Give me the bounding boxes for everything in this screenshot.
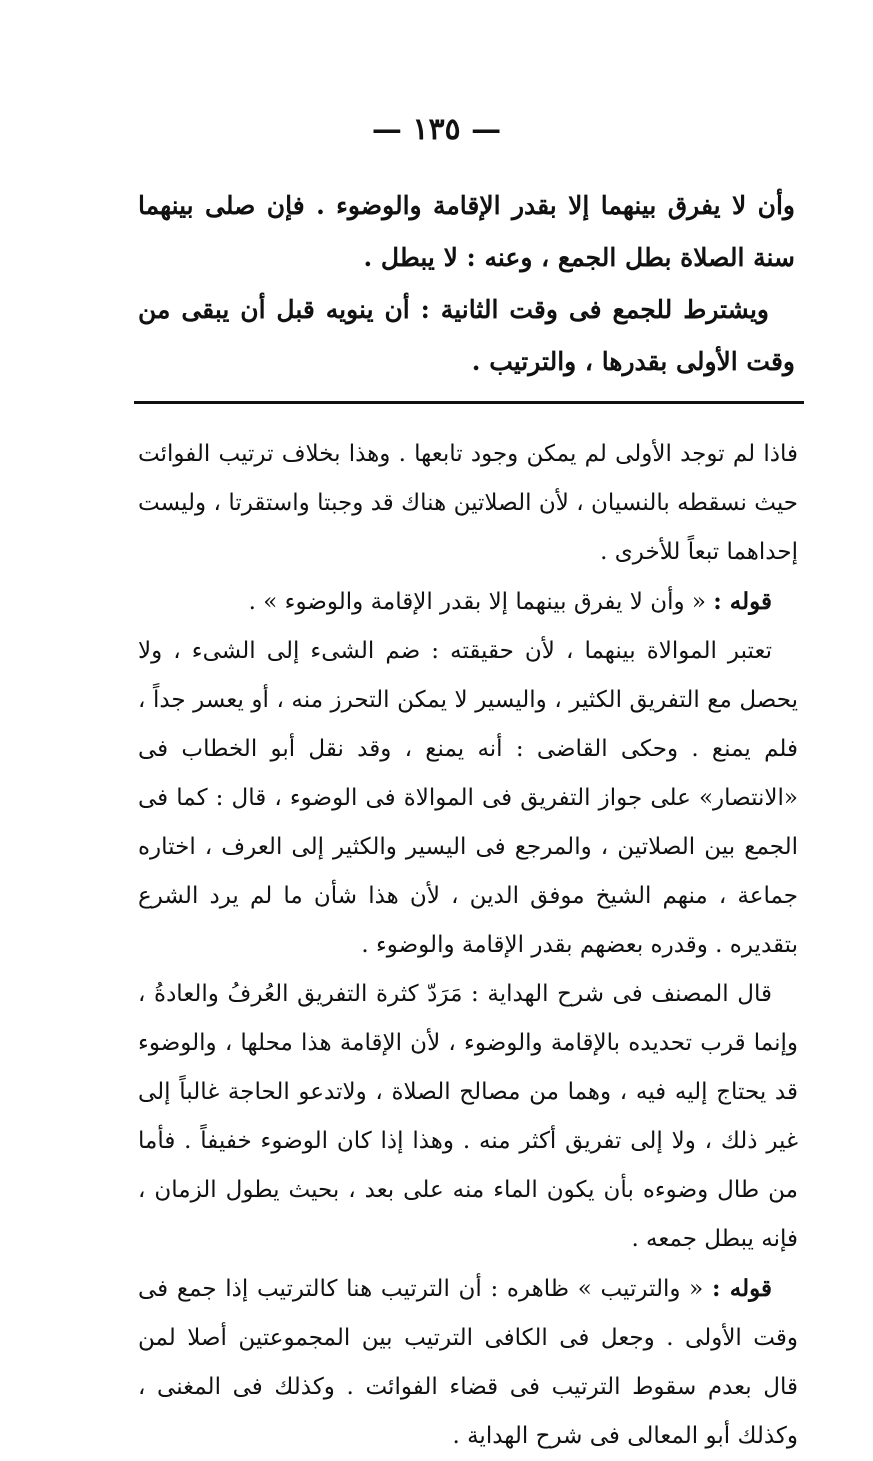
section-divider — [134, 401, 804, 404]
commentary-paragraph: تعتبر الموالاة بينهما ، لأن حقيقته : ضم الشىء إلى الشىء ، ولا يحصل مع التفريق الكثير ، واليسير لا يمكن التحرز منه ، أو يعسر جداً ، فلم يمنع . وحكى القاضى : أنه يمنع ، وقد نقل أبو الخطاب فى «الانتصار» على جواز التفريق فى الموالاة فى الوضوء ، قال : كما فى الجمع بين الصلاتين ، والمرجع فى اليسير والكثير إلى العرف ، اختاره جماعة ، منهم الشيخ موفق الدين ، لأن هذا شأن ما لم يرد الشرع بتقديره . وقدره بعضهم بقدر الإقامة والوضوء . — [138, 638, 798, 958]
main-text-paragraph: ويشترط للجمع فى وقت الثانية : أن ينويه قبل أن يبقى من وقت الأولى بقدرها ، والترتيب . — [138, 295, 795, 376]
main-text — [138, 180, 795, 388]
quote-text: « وأن لا يفرق بينهما إلا بقدر الإقامة والوضوء » . — [248, 589, 706, 615]
commentary — [138, 430, 798, 1461]
quote-text: « والترتيب » ظاهره : أن الترتيب هنا كالترتيب إذا جمع فى وقت الأولى . وجعل فى الكافى الترتيب بين المجموعتين أصلا لمن قال بعدم سقوط الترتيب فى قضاء الفوائت . وكذلك فى المغنى ، وكذلك أبو المعالى فى شرح الهداية . — [138, 1276, 798, 1449]
main-text-paragraph: وأن لا يفرق بينهما إلا بقدر الإقامة والوضوء . فإن صلى بينهما سنة الصلاة بطل الجمع ، وعنه : لا يبطل . — [138, 191, 795, 272]
quote-lead: قوله : — [713, 588, 772, 615]
commentary-paragraph: قال المصنف فى شرح الهداية : مَرَدّ كثرة التفريق العُرفُ والعادةُ ، وإنما قرب تحديده بالإقامة والوضوء ، لأن الإقامة هذا محلها ، والوضوء قد يحتاج إليه فيه ، وهما من مصالح الصلاة ، ولاتدعو الحاجة غالباً إلى غير ذلك ، ولا إلى تفريق أكثر منه . وهذا إذا كان الوضوء خفيفاً . فأما من طال وضوءه بأن يكون الماء منه على بعد ، بحيث يطول الزمان ، فإنه يبطل جمعه . — [138, 981, 798, 1252]
commentary-paragraph — [138, 1264, 798, 1461]
page-number: — ١٣٥ — — [371, 112, 502, 147]
quote-lead: قوله : — [711, 1275, 773, 1302]
commentary-paragraph — [138, 577, 798, 627]
commentary-paragraph: فاذا لم توجد الأولى لم يمكن وجود تابعها . وهذا بخلاف ترتيب الفوائت حيث نسقطه بالنسيان ، لأن الصلاتين هناك قد وجبتا واستقرتا ، وليست إحداهما تبعاً للأخرى . — [138, 441, 798, 565]
